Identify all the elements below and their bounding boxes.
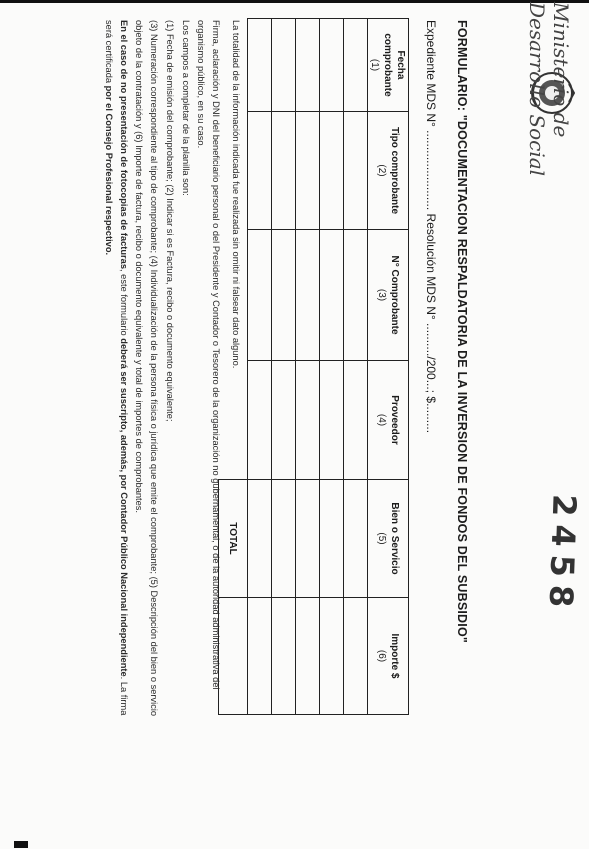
handwritten-file-number: 2458 xyxy=(541,493,584,616)
table-header-row xyxy=(368,19,409,715)
table-row xyxy=(272,19,296,715)
expediente-line: Expediente MDS N° ........................ Resolución MDS N° ........../200...; $......... xyxy=(424,20,438,434)
invoice-note: En el caso de no presentación de fotocopias de facturas, este formulario deberá ser suscripto, además, por Contador Público Nacional independiente. La firma será certificada por el Consejo Profesional respectivo. xyxy=(104,20,129,716)
attestation-text: La totalidad de la información indicada fue realizada sin omitir ni falsear dato alguno. xyxy=(231,20,241,369)
ministry-signature: Ministerio de Desarrollo Social xyxy=(525,2,573,177)
fields-list-1: (1) Fecha de emisión del comprobante; (2) Indicar si es Factura, recibo o documento equivalente; xyxy=(165,20,175,422)
signature-instruction: Firma, aclaración y DNI del beneficiario personal o del Presidente y Contador o Tesorero de la organización no gubernamental, o de la autoridad administrativa del organismo público, en su caso. xyxy=(196,20,221,690)
table-row xyxy=(320,19,344,715)
header-proveedor: Proveedor (4) xyxy=(368,361,409,480)
header-bien: Bien o Servicio (5) xyxy=(368,480,409,598)
receipts-table xyxy=(218,18,409,715)
table-row xyxy=(344,19,368,715)
fields-list-2: (3) Numeración correspondiente al tipo de comprobante; (4) Individualización de la persona física o jurídica que emite el comprobante; (5) Descripción del bien o servicio objeto de la contratación y (6) Importe de factura, recibo o documento equivalente y total de importes de comprobantes. xyxy=(134,20,159,717)
header-numero: N° Comprobante (3) xyxy=(368,230,409,361)
form-title: FORMULARIO: "DOCUMENTACION RESPALDATORIA DE LA INVERSION DE FONDOS DEL SUBSIDIO" xyxy=(455,20,469,644)
header-fecha: Fecha comprobante (1) xyxy=(368,19,409,112)
header-tipo: Tipo comprobante (2) xyxy=(368,112,409,230)
header-importe: Importe $ (6) xyxy=(368,598,409,715)
corner-mark xyxy=(14,841,28,848)
table-row xyxy=(296,19,320,715)
total-label: TOTAL xyxy=(219,480,248,598)
fields-intro: Los campos a completar de la planilla son: xyxy=(181,20,191,196)
table-row xyxy=(248,19,272,715)
